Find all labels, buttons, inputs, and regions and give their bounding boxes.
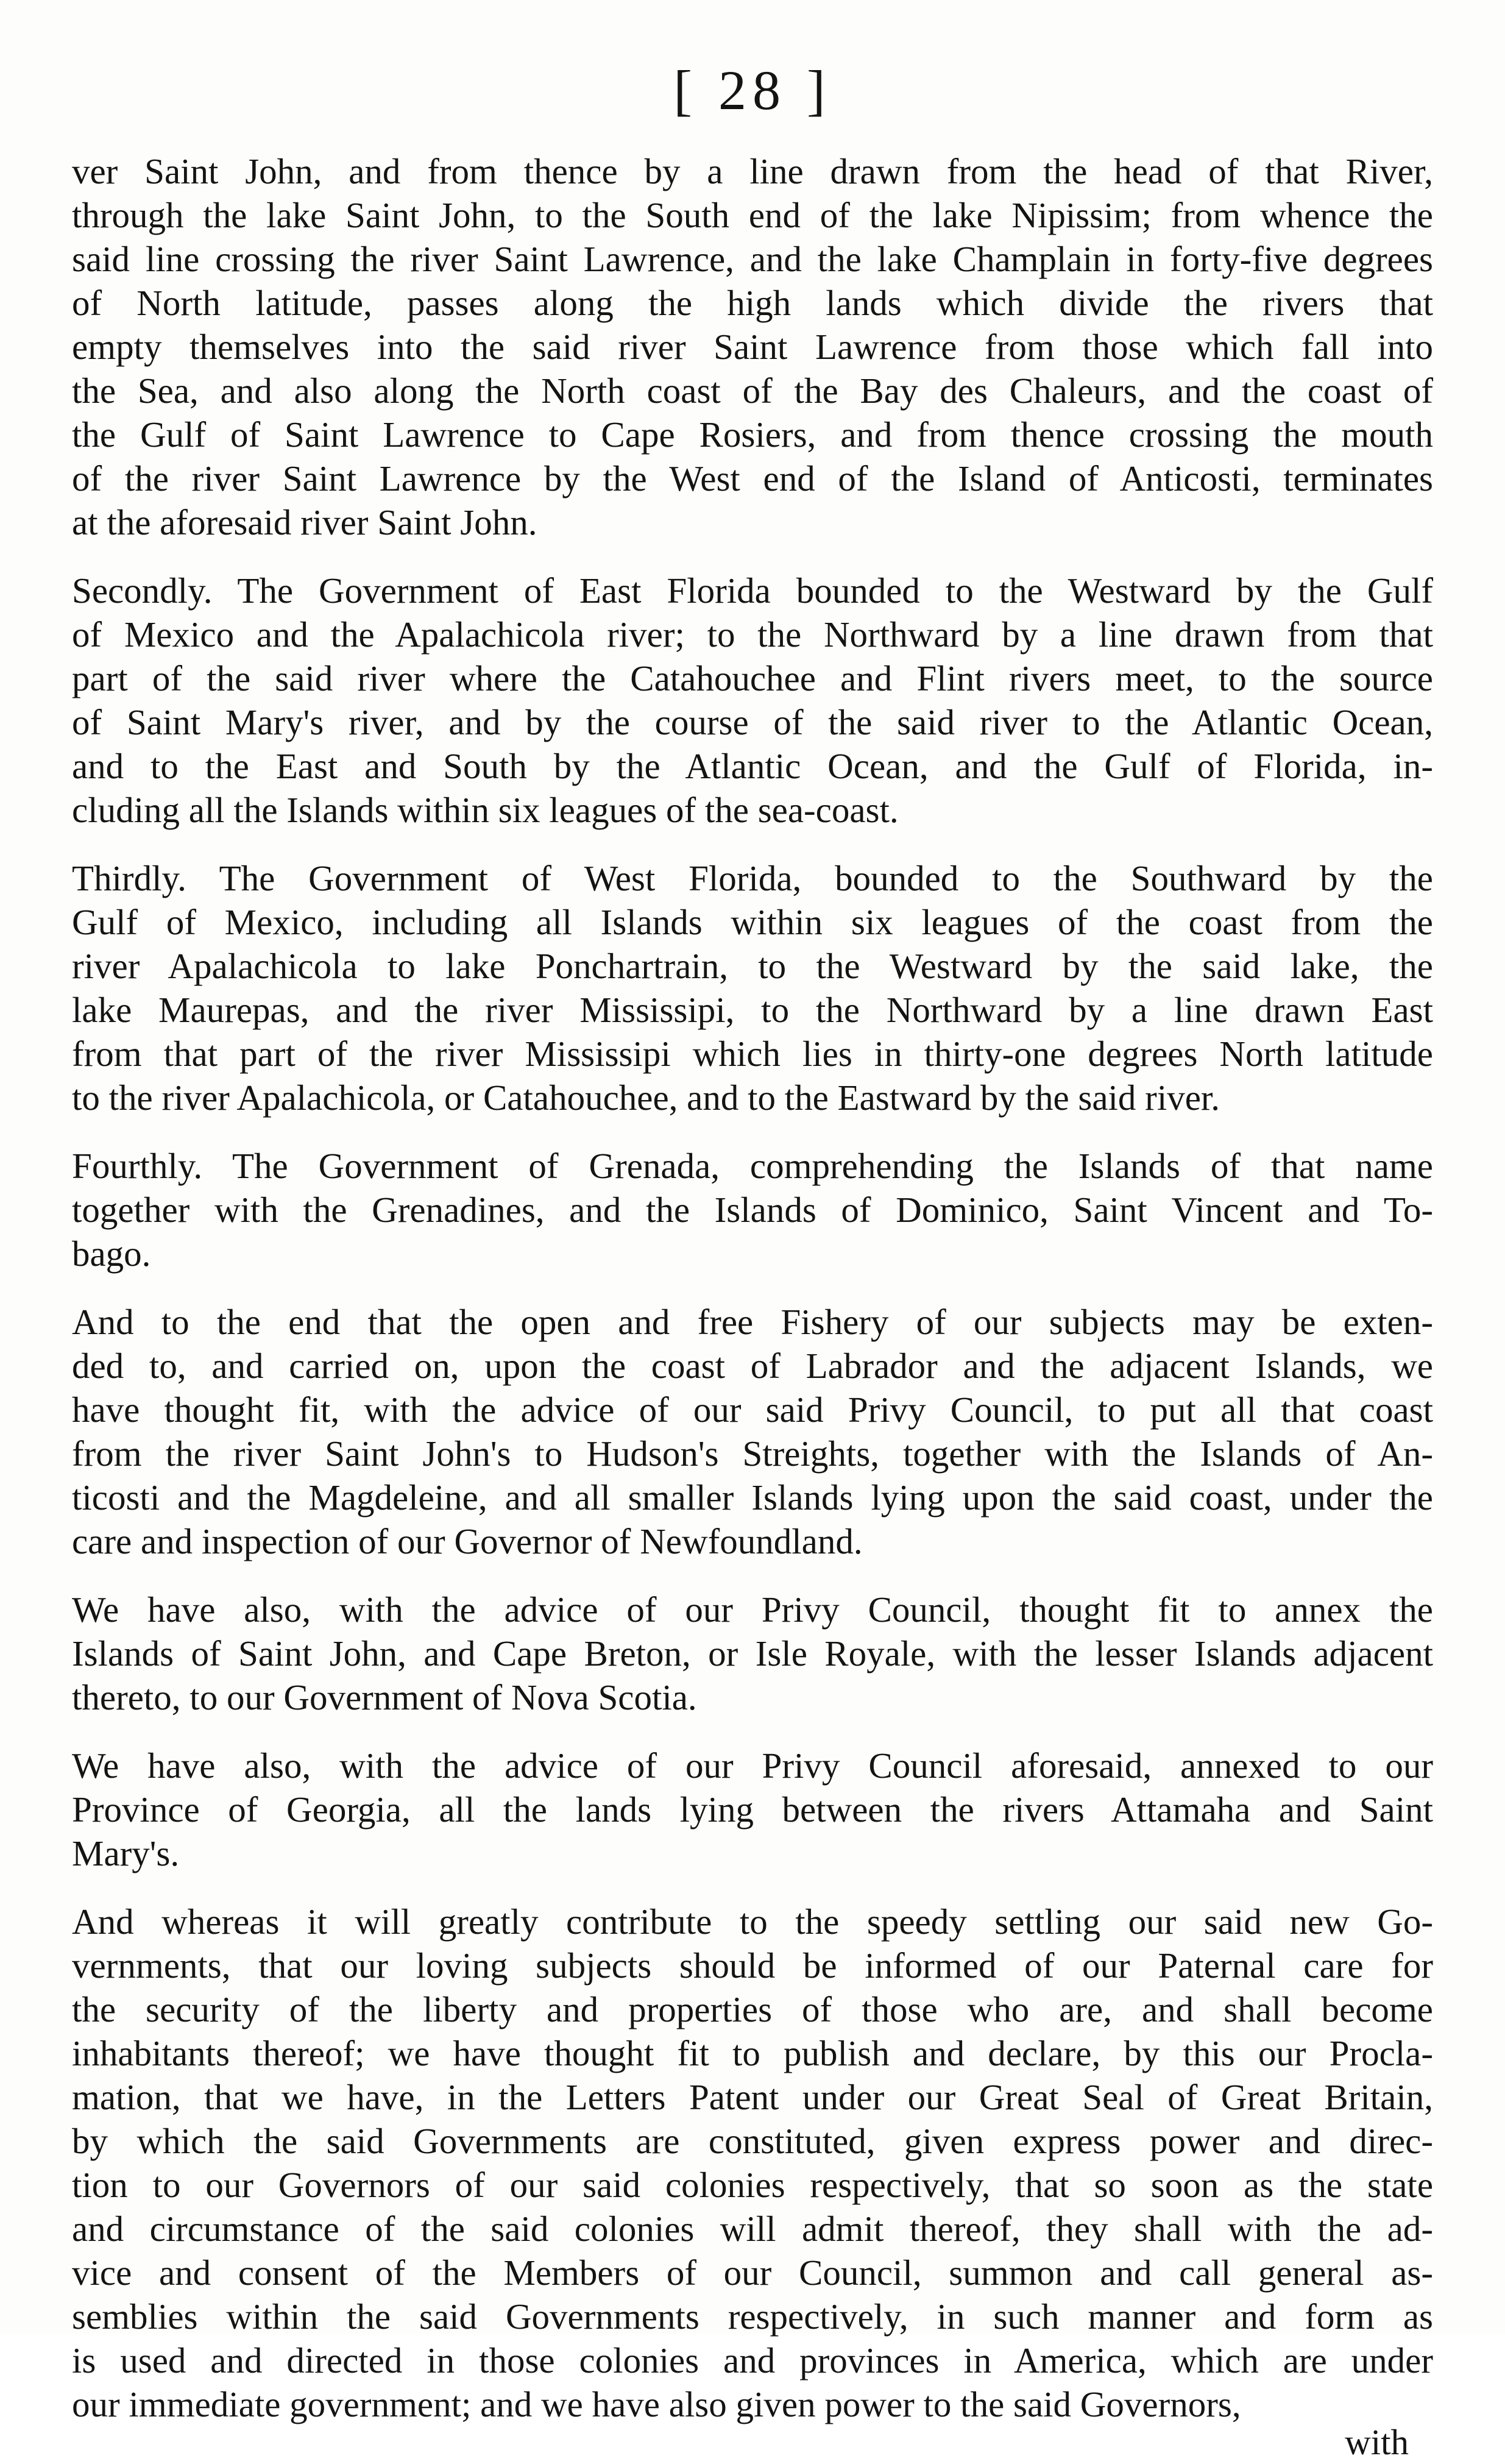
paragraph bbox=[72, 856, 1433, 1120]
text-line: care and inspection of our Governor of Newfoundland. bbox=[72, 1521, 863, 1561]
page-number: [ 28 ] bbox=[673, 59, 832, 121]
text-line: Islands of Saint John, and Cape Breton, or Isle Royale, with the lesser Islands adjacent bbox=[72, 1633, 1433, 1674]
text-line: Secondly. The Government of East Florida bounded to the Westward by the Gulf bbox=[72, 570, 1433, 611]
paragraph bbox=[72, 1300, 1433, 1563]
text-line: the security of the liberty and properties of those who are, and shall become bbox=[72, 1989, 1433, 2029]
text-line: empty themselves into the said river Saint Lawrence from those which fall into bbox=[72, 327, 1433, 367]
text-line: have thought fit, with the advice of our said Privy Council, to put all that coast bbox=[72, 1390, 1433, 1430]
text-line: lake Maurepas, and the river Mississipi, to the Northward by a line drawn East bbox=[72, 990, 1433, 1030]
text-line: tion to our Governors of our said colonies respectively, that so soon as the state bbox=[72, 2165, 1433, 2205]
text-line: at the aforesaid river Saint John. bbox=[72, 502, 537, 542]
text-line: said line crossing the river Saint Lawrence, and the lake Champlain in forty-five degrees bbox=[72, 239, 1433, 279]
text-line: And whereas it will greatly contribute to the speedy settling our said new Go- bbox=[72, 1901, 1433, 1942]
catchword: with bbox=[1345, 2422, 1409, 2462]
paragraph bbox=[72, 1588, 1433, 1719]
paragraph bbox=[72, 1900, 1433, 2426]
text-line: mation, that we have, in the Letters Patent under our Great Seal of Great Britain, bbox=[72, 2077, 1433, 2117]
text-line: and circumstance of the said colonies will admit thereof, they shall with the ad- bbox=[72, 2209, 1433, 2249]
text-line: part of the said river where the Catahouchee and Flint rivers meet, to the source bbox=[72, 658, 1433, 698]
text-line: from that part of the river Mississipi which lies in thirty-one degrees North latitude bbox=[72, 1034, 1433, 1074]
text-line: the Gulf of Saint Lawrence to Cape Rosiers, and from thence crossing the mouth bbox=[72, 414, 1433, 455]
text-line: Thirdly. The Government of West Florida, bounded to the Southward by the bbox=[72, 858, 1433, 898]
text-line: vice and consent of the Members of our Council, summon and call general as- bbox=[72, 2253, 1433, 2293]
text-line: Gulf of Mexico, including all Islands within six leagues of the coast from the bbox=[72, 902, 1433, 942]
text-line: ded to, and carried on, upon the coast of Labrador and the adjacent Islands, we bbox=[72, 1346, 1433, 1386]
text-line: We have also, with the advice of our Privy Council aforesaid, annexed to our bbox=[72, 1745, 1433, 1786]
paragraph bbox=[72, 1744, 1433, 1875]
text-line: Fourthly. The Government of Grenada, comprehending the Islands of that name bbox=[72, 1146, 1433, 1186]
text-line: of North latitude, passes along the high lands which divide the rivers that bbox=[72, 283, 1433, 323]
text-line: ver Saint John, and from thence by a line drawn from the head of that River, bbox=[72, 151, 1433, 191]
text-line: bago. bbox=[72, 1234, 151, 1274]
text-line: We have also, with the advice of our Privy Council, thought fit to annex the bbox=[72, 1589, 1433, 1630]
text-line: river Apalachicola to lake Ponchartrain, to the Westward by the said lake, the bbox=[72, 946, 1433, 986]
text-line: the Sea, and also along the North coast of the Bay des Chaleurs, and the coast of bbox=[72, 371, 1433, 411]
text-line: Province of Georgia, all the lands lying between the rivers Attamaha and Saint bbox=[72, 1789, 1433, 1830]
paragraph bbox=[72, 1144, 1433, 1276]
text-line: of Saint Mary's river, and by the course of the said river to the Atlantic Ocean, bbox=[72, 702, 1433, 742]
paragraph bbox=[72, 149, 1433, 544]
text-line: And to the end that the open and free Fishery of our subjects may be exten- bbox=[72, 1302, 1433, 1342]
text-line: to the river Apalachicola, or Catahouchee, and to the Eastward by the said river. bbox=[72, 1078, 1220, 1118]
text-line: inhabitants thereof; we have thought fit to publish and declare, by this our Procla- bbox=[72, 2033, 1433, 2073]
text-line: of Mexico and the Apalachicola river; to the Northward by a line drawn from that bbox=[72, 614, 1433, 655]
body-text bbox=[72, 149, 1433, 2464]
text-line: is used and directed in those colonies and provinces in America, which are under bbox=[72, 2340, 1433, 2381]
text-line: cluding all the Islands within six leagues of the sea-coast. bbox=[72, 790, 899, 830]
text-line: semblies within the said Governments respectively, in such manner and form as bbox=[72, 2296, 1433, 2337]
text-line: through the lake Saint John, to the South end of the lake Nipissim; from whence the bbox=[72, 195, 1433, 235]
text-line: of the river Saint Lawrence by the West end of the Island of Anticosti, terminates bbox=[72, 458, 1433, 499]
text-line: ticosti and the Magdeleine, and all smaller Islands lying upon the said coast, under the bbox=[72, 1477, 1433, 1518]
text-line: by which the said Governments are constituted, given express power and direc- bbox=[72, 2121, 1433, 2161]
text-line: Mary's. bbox=[72, 1833, 180, 1873]
text-line: thereto, to our Government of Nova Scotia. bbox=[72, 1677, 697, 1717]
text-line: vernments, that our loving subjects should be informed of our Paternal care for bbox=[72, 1945, 1433, 1986]
text-line: together with the Grenadines, and the Islands of Dominico, Saint Vincent and To- bbox=[72, 1190, 1433, 1230]
paragraph bbox=[72, 569, 1433, 832]
text-line: our immediate government; and we have also given power to the said Governors, bbox=[72, 2384, 1241, 2424]
text-line: from the river Saint John's to Hudson's Streights, together with the Islands of An- bbox=[72, 1433, 1433, 1474]
text-line: and to the East and South by the Atlantic Ocean, and the Gulf of Florida, in- bbox=[72, 746, 1433, 786]
